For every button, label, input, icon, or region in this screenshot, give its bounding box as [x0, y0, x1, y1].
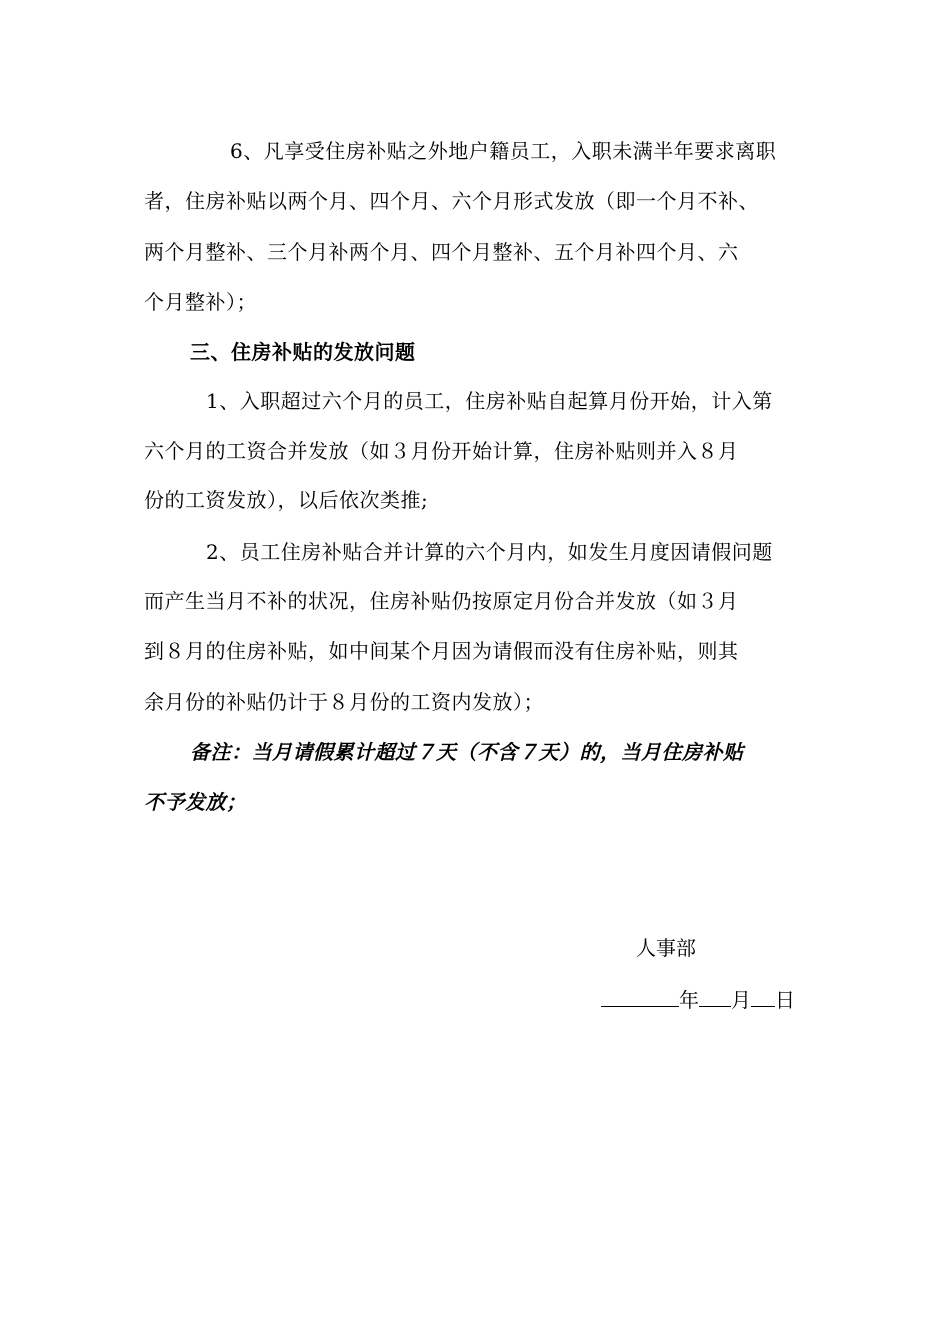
- note-line-2: 不予发放；: [144, 790, 247, 814]
- section3-item2-line-3: 到８月的住房补贴，如中间某个月因为请假而没有住房补贴，则其: [144, 639, 739, 663]
- section3-item2-line-1: 2、员工住房补贴合并计算的六个月内，如发生月度因请假问题: [206, 540, 773, 564]
- item6-line-1: 6、凡享受住房补贴之外地户籍员工，入职未满半年要求离职: [230, 139, 777, 163]
- department-signature: 人事部: [636, 936, 696, 960]
- month-blank: [699, 984, 731, 1007]
- year-label: 年: [679, 988, 699, 1012]
- date-line: [601, 984, 795, 1015]
- section3-item2-line-4: 余月份的补贴仍计于８月份的工资内发放）；: [144, 690, 544, 714]
- section3-item1-line-2: 六个月的工资合并发放（如３月份开始计算，住房补贴则并入８月: [144, 439, 739, 463]
- section3-item1-line-3: 份的工资发放），以后依次类推;: [144, 488, 429, 512]
- section3-item2-line-2: 而产生当月不补的状况，住房补贴仍按原定月份合并发放（如３月: [144, 589, 739, 613]
- day-blank: [751, 984, 775, 1007]
- section3-item1-line-1: 1、入职超过六个月的员工，住房补贴自起算月份开始，计入第: [206, 389, 773, 413]
- item6-line-2: 者，住房补贴以两个月、四个月、六个月形式发放（即一个月不补、: [144, 189, 759, 213]
- year-blank: [601, 984, 679, 1007]
- section3-heading: 三、住房补贴的发放问题: [190, 340, 416, 364]
- item6-line-3: 两个月整补、三个月补两个月、四个月整补、五个月补四个月、六: [144, 240, 739, 264]
- note-line-1: 备注：当月请假累计超过７天（不含７天）的，当月住房补贴: [190, 740, 744, 764]
- month-label: 月: [731, 988, 751, 1012]
- item6-line-4: 个月整补）；: [144, 290, 257, 314]
- day-label: 日: [775, 988, 795, 1012]
